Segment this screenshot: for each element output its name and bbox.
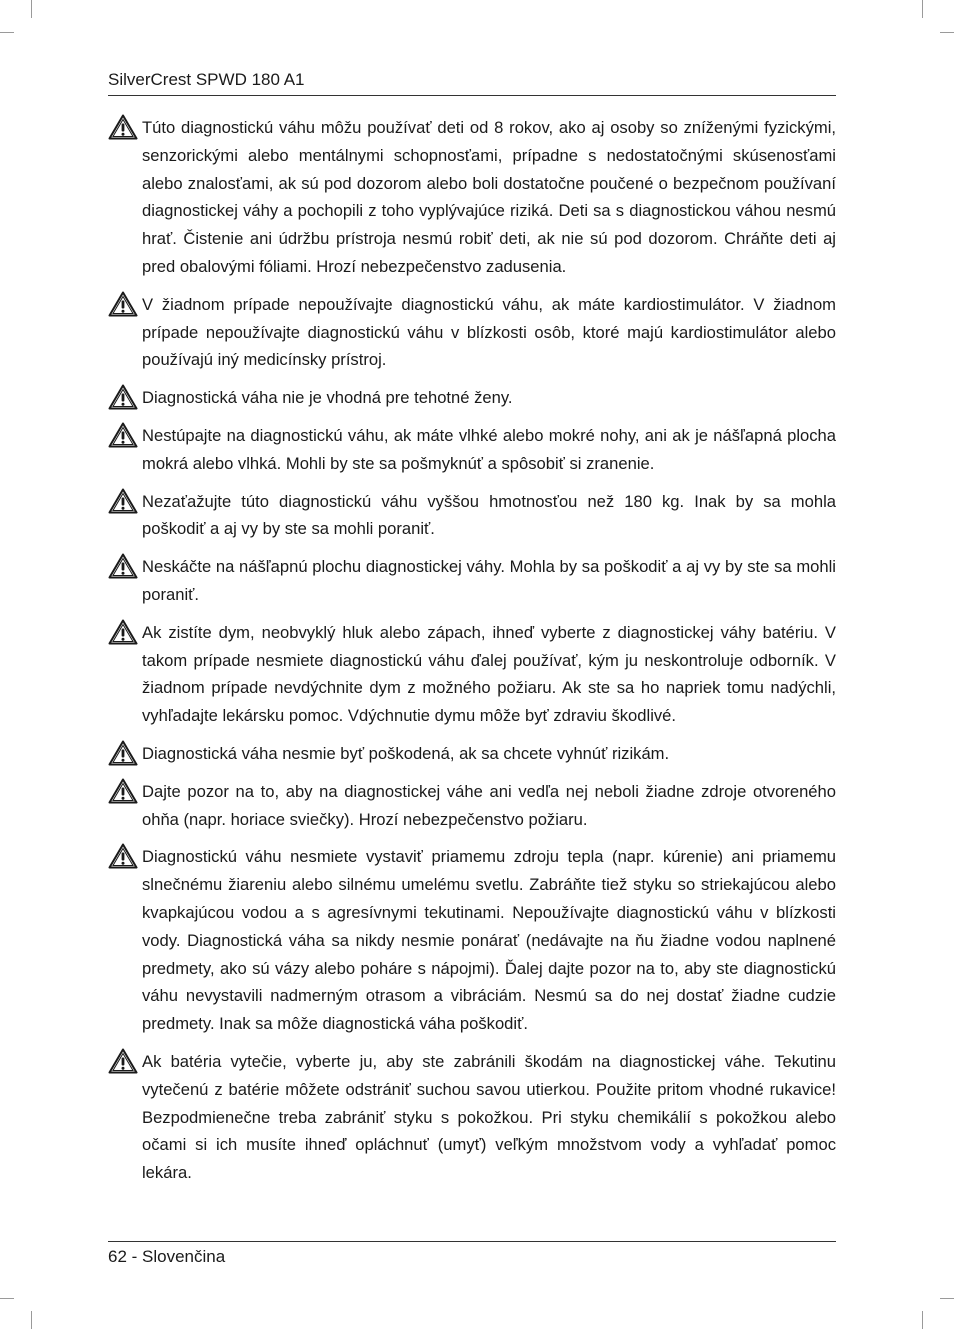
warning-text: Neskáčte na nášľapnú plochu diagnostickej váhy. Mohla by sa poškodiť a aj vy by ste sa mohli poraniť. <box>142 557 836 604</box>
warning-text: Diagnostická váha nie je vhodná pre tehotné ženy. <box>142 388 513 408</box>
crop-mark <box>940 32 954 33</box>
warning-triangle-icon <box>108 843 138 869</box>
crop-mark <box>31 1311 32 1329</box>
warning-text: V žiadnom prípade nepoužívajte diagnostickú váhu, ak máte kardiostimulátor. V žiadnom prípade nepoužívajte diagnostickú váhu v blízkosti osôb, ktoré majú kardiostimulátor alebo používajú iný medicínsky prístroj. <box>142 294 836 370</box>
warning-text: Ak batéria vytečie, vyberte ju, aby ste zabránili škodám na diagnostickej váhe. Tekutinu vytečenú z batérie môžete odstrániť suchou savou utierkou. Použite pritom vhodné rukavice! Bezpodmienečne treba zabrániť styku s pokožkou. Pri styku chemikálií s pokožkou alebo očami si ich musíte ihneď opláchnuť (umyť) veľkým množstvom vody a vyhľadať pomoc lekára. <box>142 1051 836 1183</box>
crop-mark <box>922 0 923 18</box>
warning-text: Diagnostickú váhu nesmiete vystaviť priamemu zdroju tepla (napr. kúrenie) ani priamemu slnečnému žiareniu alebo silnému umelému svetlu. Zabráňte tiež styku so striekajúcou alebo kvapkajúcou vodou a s agresívnymi tekutinami. Nepoužívajte diagnostickú váhu v blízkosti vody. Diagnostická váha sa nikdy nesmie ponárať (nedávajte na ňu žiadne vodou naplnené predmety, ako sú vázy alebo poháre s nápojmi). Ďalej dajte pozor na to, aby ste diagnostickú váhu nevystavili nadmerným otrasom a vibráciám. Nesmú sa do nej dostať žiadne cudzie predmety. Inak sa môže diagnostická váha poškodiť. <box>142 847 836 1034</box>
warning-item <box>108 114 836 281</box>
crop-mark <box>922 1311 923 1329</box>
crop-mark <box>0 1298 14 1299</box>
warning-triangle-icon <box>108 422 138 448</box>
warning-item <box>108 843 836 1038</box>
warning-item <box>108 1048 836 1187</box>
warning-triangle-icon <box>108 553 138 579</box>
page-footer: 62 - Slovenčina <box>108 1247 226 1266</box>
warning-text: Nestúpajte na diagnostickú váhu, ak máte vlhké alebo mokré nohy, ani ak je nášľapná plocha mokrá alebo vlhká. Mohli by ste sa pošmyknúť a spôsobiť si zranenie. <box>142 425 836 473</box>
header-divider <box>108 95 836 96</box>
crop-mark <box>31 0 32 18</box>
warning-triangle-icon <box>108 1048 138 1074</box>
crop-mark <box>0 32 14 33</box>
warning-text: Dajte pozor na to, aby na diagnostickej váhe ani vedľa nej neboli žiadne zdroje otvoreného ohňa (napr. horiace sviečky). Hrozí nebezpečenstvo požiaru. <box>142 781 836 829</box>
warning-item <box>108 291 836 374</box>
warning-item <box>108 740 836 768</box>
warnings-list <box>108 114 836 1197</box>
crop-mark <box>940 1298 954 1299</box>
warning-text: Ak zistíte dym, neobvyklý hluk alebo zápach, ihneď vyberte z diagnostickej váhy batériu. V takom prípade nesmiete diagnostickú váhu ďalej používať, kým ju neskontroluje odborník. V žiadnom prípade nevdýchnite dym z možného požiaru. Ak ste sa ho napriek tomu nadýchli, vyhľadajte lekársku pomoc. Vdýchnutie dymu môže byť zdraviu škodlivé. <box>142 622 836 726</box>
page-header: SilverCrest SPWD 180 A1 <box>108 70 305 89</box>
warning-triangle-icon <box>108 488 138 514</box>
warning-triangle-icon <box>108 740 138 766</box>
warning-item <box>108 488 836 544</box>
warning-item <box>108 422 836 478</box>
warning-triangle-icon <box>108 778 138 804</box>
warning-triangle-icon <box>108 114 138 140</box>
warning-text: Túto diagnostickú váhu môžu používať deti od 8 rokov, ako aj osoby so zníženými fyzickými, senzorickými alebo mentálnymi schopnosťami, prípadne s nedostatočnými skúsenosťami alebo znalosťami, ak sú pod dozorom alebo boli dostatočne poučené o bezpečnom používaní diagnostickej váhy a pochopili z toho vyplývajúce riziká. Deti sa s diagnostickou váhou nesmú hrať. Čistenie ani údržbu prístroja nesmú robiť deti, ak nie sú pod dozorom. Chráňte deti aj pred obalovými fóliami. Hrozí nebezpečenstvo zadusenia. <box>142 118 836 276</box>
warning-text: Diagnostická váha nesmie byť poškodená, ak sa chcete vyhnúť rizikám. <box>142 743 670 763</box>
warning-text: Nezaťažujte túto diagnostickú váhu vyššou hmotnosťou než 180 kg. Inak by sa mohla poškodiť a aj vy by ste sa mohli poraniť. <box>142 491 836 539</box>
warning-item <box>108 553 836 609</box>
footer-divider <box>108 1241 836 1242</box>
warning-item <box>108 619 836 730</box>
warning-item <box>108 384 836 412</box>
warning-triangle-icon <box>108 619 138 645</box>
warning-triangle-icon <box>108 291 138 317</box>
warning-triangle-icon <box>108 384 138 410</box>
warning-item <box>108 778 836 834</box>
